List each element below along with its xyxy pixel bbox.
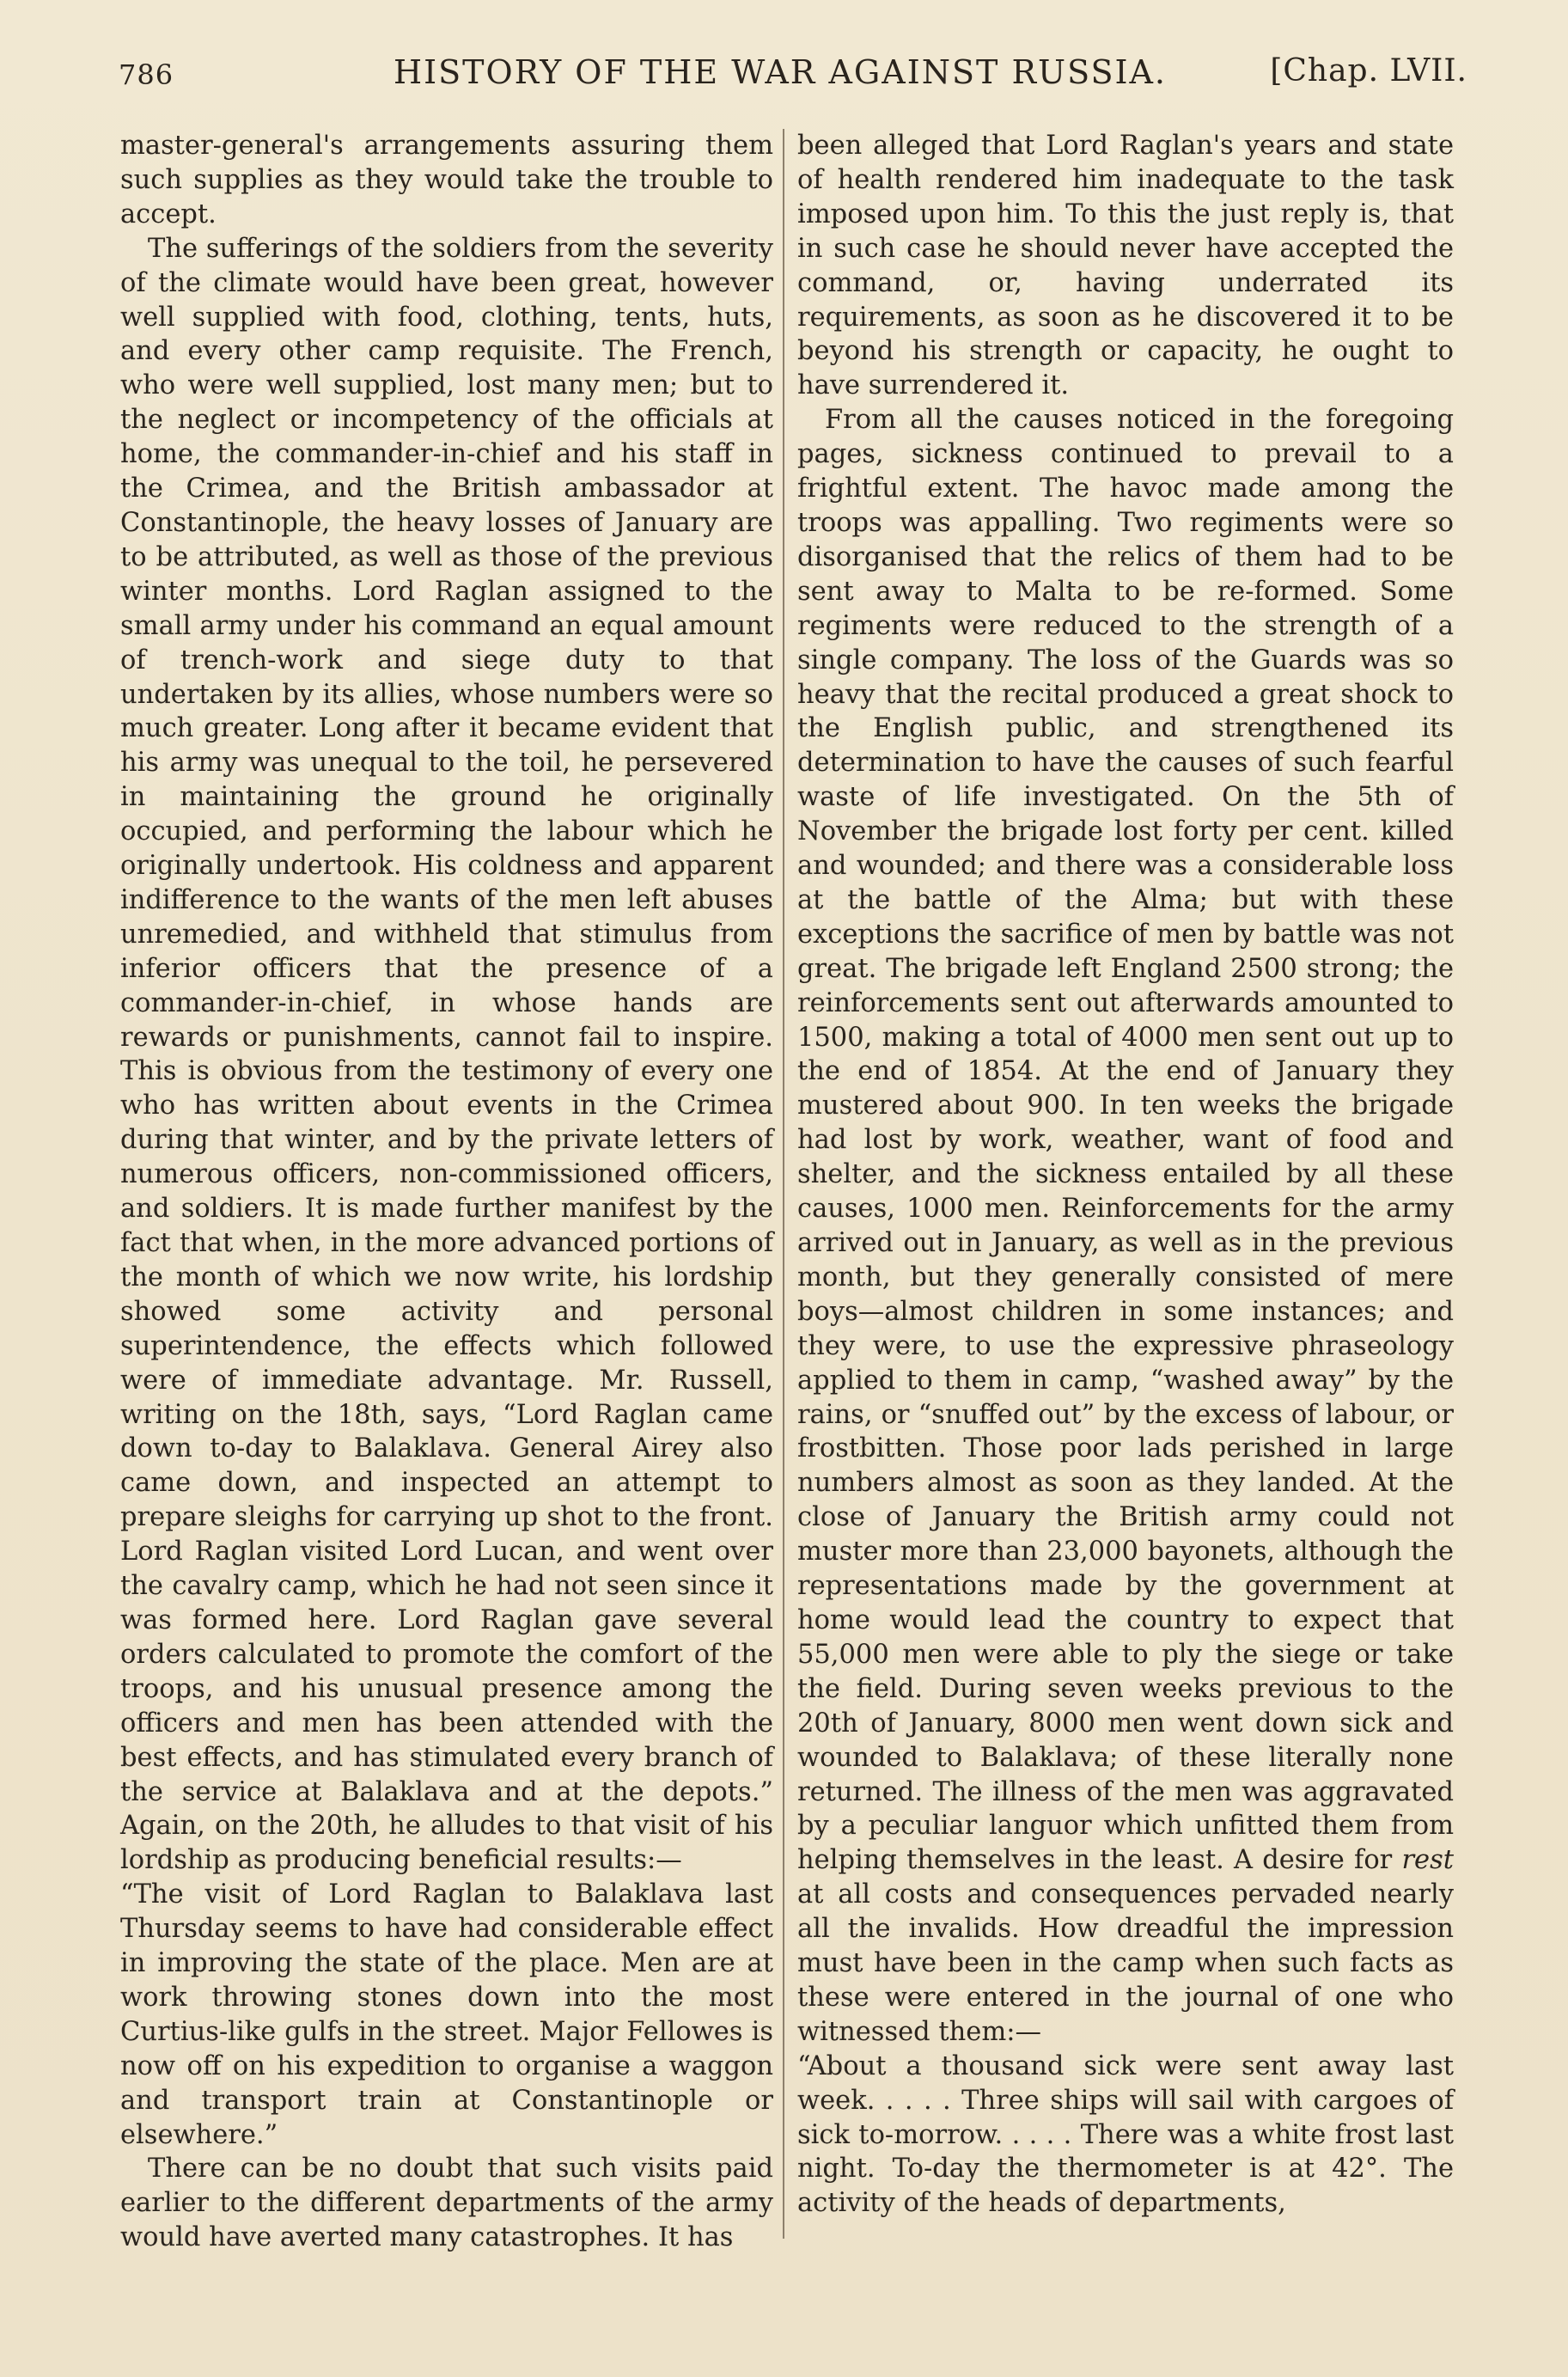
page-number: 786 bbox=[119, 58, 174, 91]
paragraph-continued: master-general's arrangements assuring them such supplies as they would take the trouble to accept. bbox=[120, 131, 773, 229]
running-header bbox=[119, 53, 1467, 96]
quote-journal: “About a thousand sick were sent away last week. . . . . Three ships will sail with cargoes of sick to-morrow. . . . . There was a white frost last night. To-day the thermometer is at 42°. The activity of the heads of departments, bbox=[797, 2050, 1454, 2219]
quote-raglan-visit: “The visit of Lord Raglan to Balaklava last Thursday seems to have had considerable effect in improving the state of the place. Men are at work throwing stones down into the most Curtius-like gulfs in the street. Major Fellowes is now off on his expedition to organise a waggon and transport train at Constantinople or elsewhere.” bbox=[120, 1879, 773, 2150]
column-divider bbox=[783, 129, 784, 2239]
left-column bbox=[120, 129, 773, 2255]
sickness-text-a: From all the causes noticed in the foregoing pages, sickness continued to prevail to a frightful extent. The havoc made among the troops was appalling. Two regiments were so disorganised that the relics of them had to be sent away to Malta to be re-formed. Some regiments were reduced to the strength of a single company. The loss of the Guards was so heavy that the recital produced a great shock to the English public, and strengthened its determination to have the causes of such fearful waste of life investigated. On the 5th of November the brigade lost forty per cent. killed and wounded; and there was a considerable loss at the battle of the Alma; but with these exceptions the sacrifice of men by battle was not great. The brigade left England 2500 strong; the reinforcements sent out afterwards amounted to 1500, making a total of 4000 men sent out up to the end of 1854. At the end of January they mustered about 900. In ten weeks the brigade had lost by work, weather, want of food and shelter, and the sickness entailed by all these causes, 1000 men. Reinforcements for the army arrived out in January, as well as in the previous month, but they generally consisted of mere boys—almost children in some instances; and they were, to use the expressive phraseology applied to them in camp, “washed away” by the rains, or “snuffed out” by the excess of labour, or frostbitten. Those poor lads perished in large numbers almost as soon as they landed. At the close of January the British army could not muster more than 23,000 bayonets, although the representations made by the government at home would lead the country to expect that 55,000 men were able to ply the siege or take the field. During seven weeks previous to the 20th of January, 8000 men went down sick and wounded to Balaklava; of these literally none returned. The illness of the men was aggravated by a peculiar languor which unfitted them from helping themselves in the least. A desire for bbox=[797, 405, 1454, 1876]
sickness-text-b: at all costs and consequences pervaded nearly all the invalids. How dreadful the impression must have been in the camp when such facts as these were entered in the journal of one who witnessed them:— bbox=[797, 1879, 1454, 2047]
italic-rest: rest bbox=[1401, 1845, 1454, 1876]
paragraph-sickness bbox=[797, 403, 1454, 2050]
paragraph-sufferings: The sufferings of the soldiers from the severity of the climate would have been great, however well supplied with food, clothing, tents, huts, and every other camp requisite. The French, who were well supplied, lost many men; but to the neglect or incompetency of the officials at home, the commander-in-chief and his staff in the Crimea, and the British ambassador at Constantinople, the heavy losses of January are to be attributed, as well as those of the previous winter months. Lord Raglan assigned to the small army under his command an equal amount of trench-work and siege duty to that undertaken by its allies, whose numbers were so much greater. Long after it became evident that his army was unequal to the toil, he persevered in maintaining the ground he originally occupied, and performing the labour which he originally undertook. His coldness and apparent indifference to the wants of the men left abuses unremedied, and withheld that stimulus from inferior officers that the presence of a commander-in-chief, in whose hands are rewards or punishments, cannot fail to inspire. This is obvious from the testimony of every one who has written about events in the Crimea during that winter, and by the private letters of numerous officers, non-commissioned officers, and soldiers. It is made further manifest by the fact that when, in the more advanced portions of the month of which we now write, his lordship showed some activity and personal superintendence, the effects which followed were of immediate advantage. Mr. Russell, writing on the 18th, says, “Lord Raglan came down to-day to Balaklava. General Airey also came down, and inspected an attempt to prepare sleighs for carrying up shot to the front. Lord Raglan visited Lord Lucan, and went over the cavalry camp, which he had not seen since it was formed here. Lord Raglan gave several orders calculated to promote the comfort of the troops, and his unusual presence among the officers and men has been attended with the best effects, and has stimulated every branch of the service at Balaklava and at the depots.” Again, on the 20th, he alludes to that visit of his lordship as producing beneficial results:— bbox=[120, 233, 773, 1876]
running-title: HISTORY OF THE WAR AGAINST RUSSIA. bbox=[394, 53, 1168, 91]
paragraph-visits: There can be no doubt that such visits paid earlier to the different departments of the army would have averted many catastrophes. It has bbox=[120, 2154, 773, 2253]
right-column bbox=[797, 129, 1454, 2221]
paragraph-raglan-health: been alleged that Lord Raglan's years and state of health rendered him inadequate to the task imposed upon him. To this the just reply is, that in such case he should never have accepted the command, or, having underrated its requirements, as soon as he discovered it to be beyond his strength or capacity, he ought to have surrendered it. bbox=[797, 131, 1454, 401]
chapter-label: [Chap. LVII. bbox=[1270, 53, 1467, 89]
